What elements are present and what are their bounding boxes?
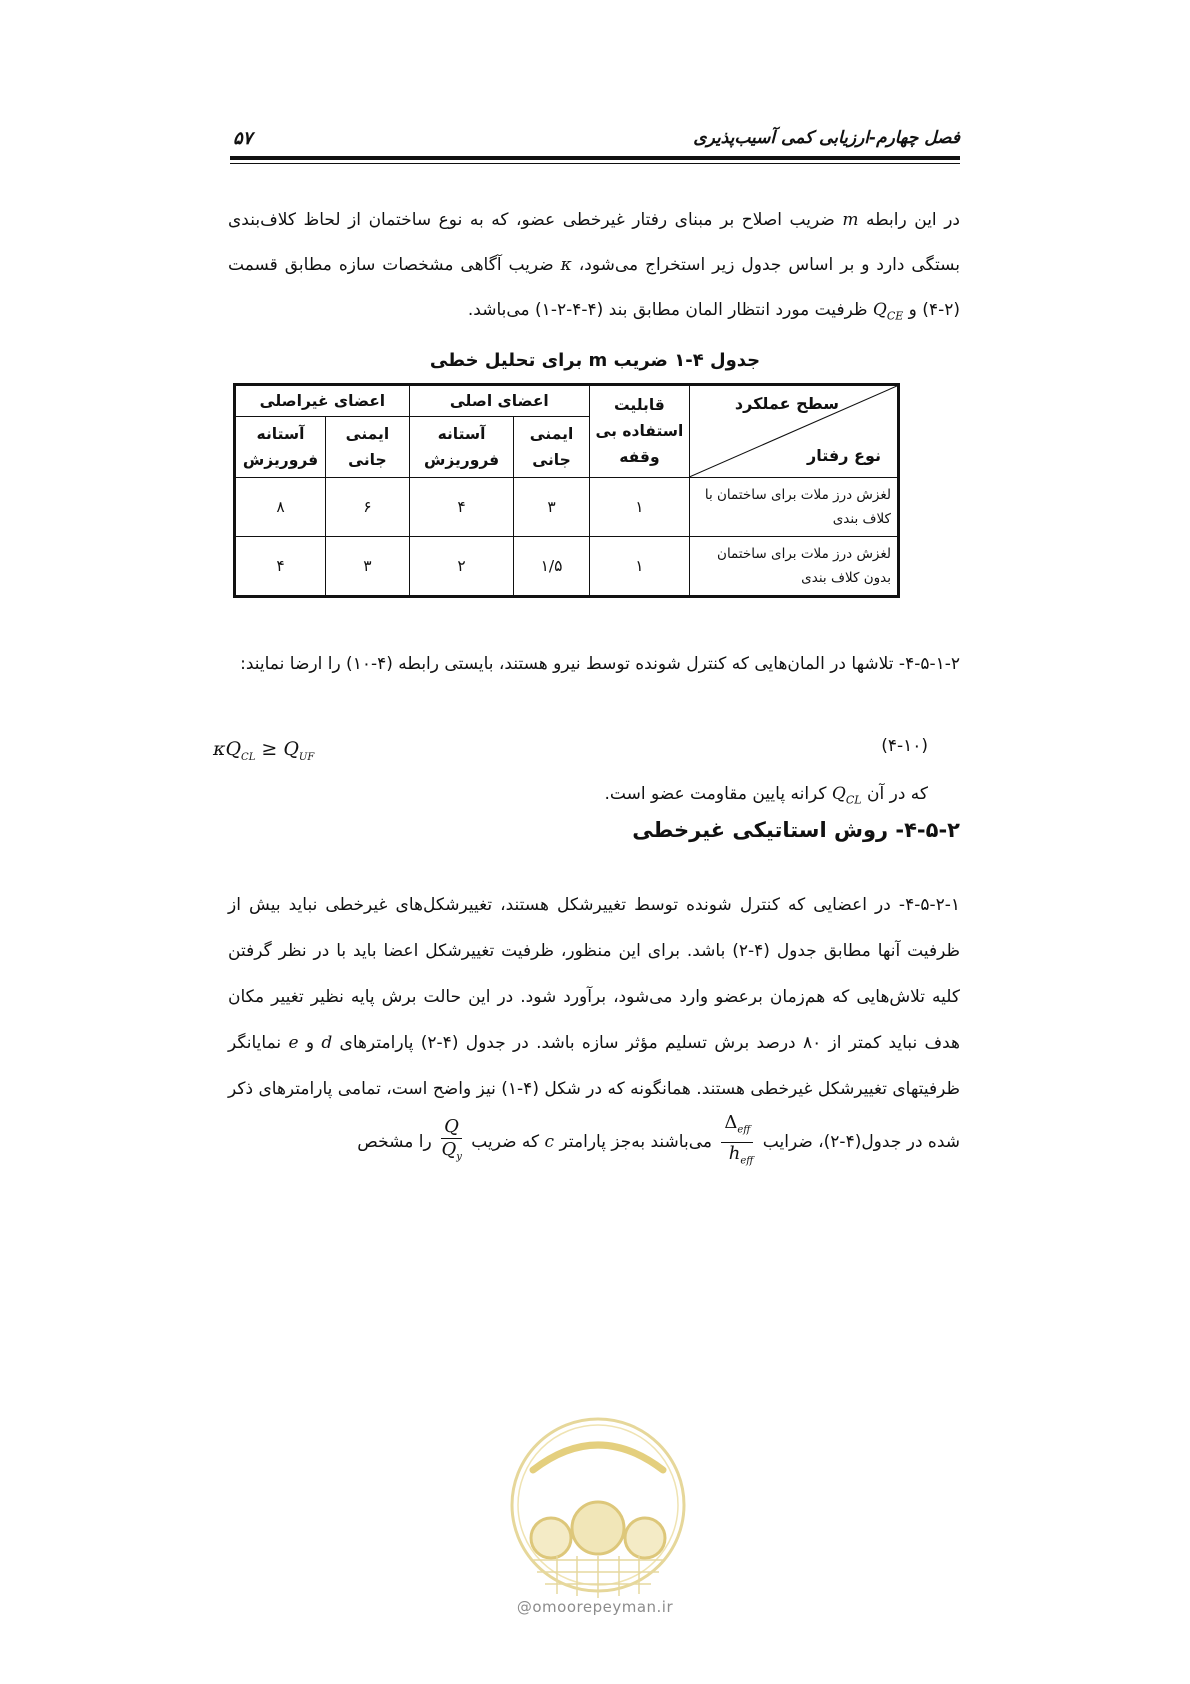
cell-secondary-ls: ۳ <box>326 537 410 597</box>
row-label: لغزش درز ملات برای ساختمان بدون کلاف بندی <box>690 537 899 597</box>
cell-primary-ls: ۳ <box>514 477 590 537</box>
formula-4-10: $\kappa Q_{CL} \ge Q_{UF}$ <box>213 738 315 763</box>
sub-primary-collapse-prevention: آستانه فروریزش <box>409 416 513 477</box>
table-row <box>235 537 899 597</box>
var-kappa: κ <box>560 255 572 275</box>
paragraph-intro: در این رابطه m ضریب اصلاح بر مبنای رفتار غیرخطی عضو، که به نوع ساختمان از لحاظ کلاف‌بندی بستگی دارد و بر اساس جدول زیر استخراج می‌شود، κ ضریب آگاهی مشخصات سازه مطابق قسمت (۲-۴) و $Q_{CE}$ ظرفیت مورد انتظار المان مطابق بند (۴-۴-۲-۱) می‌باشد. <box>228 210 960 323</box>
sub-secondary-life-safety: ایمنی جانی <box>326 416 410 477</box>
col-immediate-occupancy: قابلیت استفاده بی وقفه <box>589 385 689 478</box>
fraction-delta-over-h: $\frac{\Delta_{eff}}{h_{eff}}$ <box>721 1112 753 1172</box>
table-corner-cell <box>690 385 899 478</box>
formula-number: (۴-۱۰) <box>881 736 928 756</box>
header-rule-thick <box>230 156 960 160</box>
cell-primary-ls: ۱/۵ <box>514 537 590 597</box>
var-e: e <box>288 1033 299 1053</box>
var-qce: $Q_{CE}$ <box>872 300 904 323</box>
var-d: d <box>321 1033 333 1053</box>
cell-secondary-cp: ۴ <box>235 537 326 597</box>
var-qcl: $Q_{CL}$ <box>831 784 862 807</box>
row-label: لغزش درز ملات برای ساختمان با کلاف بندی <box>690 477 899 537</box>
fraction-q-over-qy: $\frac{Q}{Q_y}$ <box>441 1115 462 1163</box>
cell-secondary-ls: ۶ <box>326 477 410 537</box>
table-caption: جدول ۴-۱ ضریب m برای تحلیل خطی <box>429 350 761 371</box>
section-heading: ۴-۵-۲- روش استاتیکی غیرخطی <box>632 818 960 842</box>
sub-primary-life-safety: ایمنی جانی <box>514 416 590 477</box>
m-factor-table <box>233 383 900 598</box>
cell-primary-cp: ۴ <box>409 477 513 537</box>
page-number: ۵۷ <box>233 128 253 149</box>
cell-secondary-cp: ۸ <box>235 477 326 537</box>
table-row <box>235 477 899 537</box>
paragraph-force-controlled: ۴-۵-۱-۲- تلاشها در المان‌هایی که کنترل شونده توسط نیرو هستند، بایستی رابطه (۴-۱۰) را ارضا نمایند: <box>240 654 960 674</box>
cell-io: ۱ <box>589 537 689 597</box>
cell-io: ۱ <box>589 477 689 537</box>
paragraph-qcl: که در آن $Q_{CL}$ کرانه پایین مقاومت عضو است. <box>604 784 928 807</box>
var-m: m <box>842 210 859 230</box>
group-primary-members: اعضای اصلی <box>409 385 589 417</box>
corner-performance-level: سطح عملکرد <box>734 394 839 413</box>
watermark-url: @omoorepeyman.ir <box>516 1598 674 1616</box>
chapter-title: فصل چهارم-ارزیابی کمی آسیب‌پذیری <box>693 128 960 148</box>
group-secondary-members: اعضای غیراصلی <box>235 385 410 417</box>
cell-primary-cp: ۲ <box>409 537 513 597</box>
paragraph-nonlinear-static: ۴-۵-۲-۱- در اعضایی که کنترل شونده توسط تغییرشکل هستند، تغییرشکل‌های غیرخطی نباید بیش از ظرفیت آنها مطابق جدول (۴-۲) باشد. برای این منظور، ظرفیت تغییرشکل اعضا باید با در نظر گرفتن کلیه تلاش‌هایی که هم‌زمان برعضو وارد می‌شود، برآورد شود. در این حالت برش پایه نظیر تغییر مکان هدف نباید کمتر از ۸۰ درصد برش تسلیم مؤثر سازه باشد. در جدول (۴-۲) پارامترهای d و e نمایانگر ظرفیتهای تغییرشکل غیرخطی هستند. همانگونه که در شکل (۴-۱) نیز واضح است، تمامی پارامترهای ذکر شده در جدول(۴-۲)، ضرایب $\frac{\Delta_{eff}}{h_{eff}}$ می‌باشند به‌جز پارامتر c که ضریب $\frac{Q}{Q_y}$ را مشخص <box>228 882 960 1172</box>
header-rule-thin <box>230 163 960 164</box>
sub-secondary-collapse-prevention: آستانه فروریزش <box>235 416 326 477</box>
watermark-logo-icon <box>493 1410 703 1610</box>
var-c: c <box>544 1132 555 1153</box>
corner-behavior-type: نوع رفتار <box>807 445 881 465</box>
